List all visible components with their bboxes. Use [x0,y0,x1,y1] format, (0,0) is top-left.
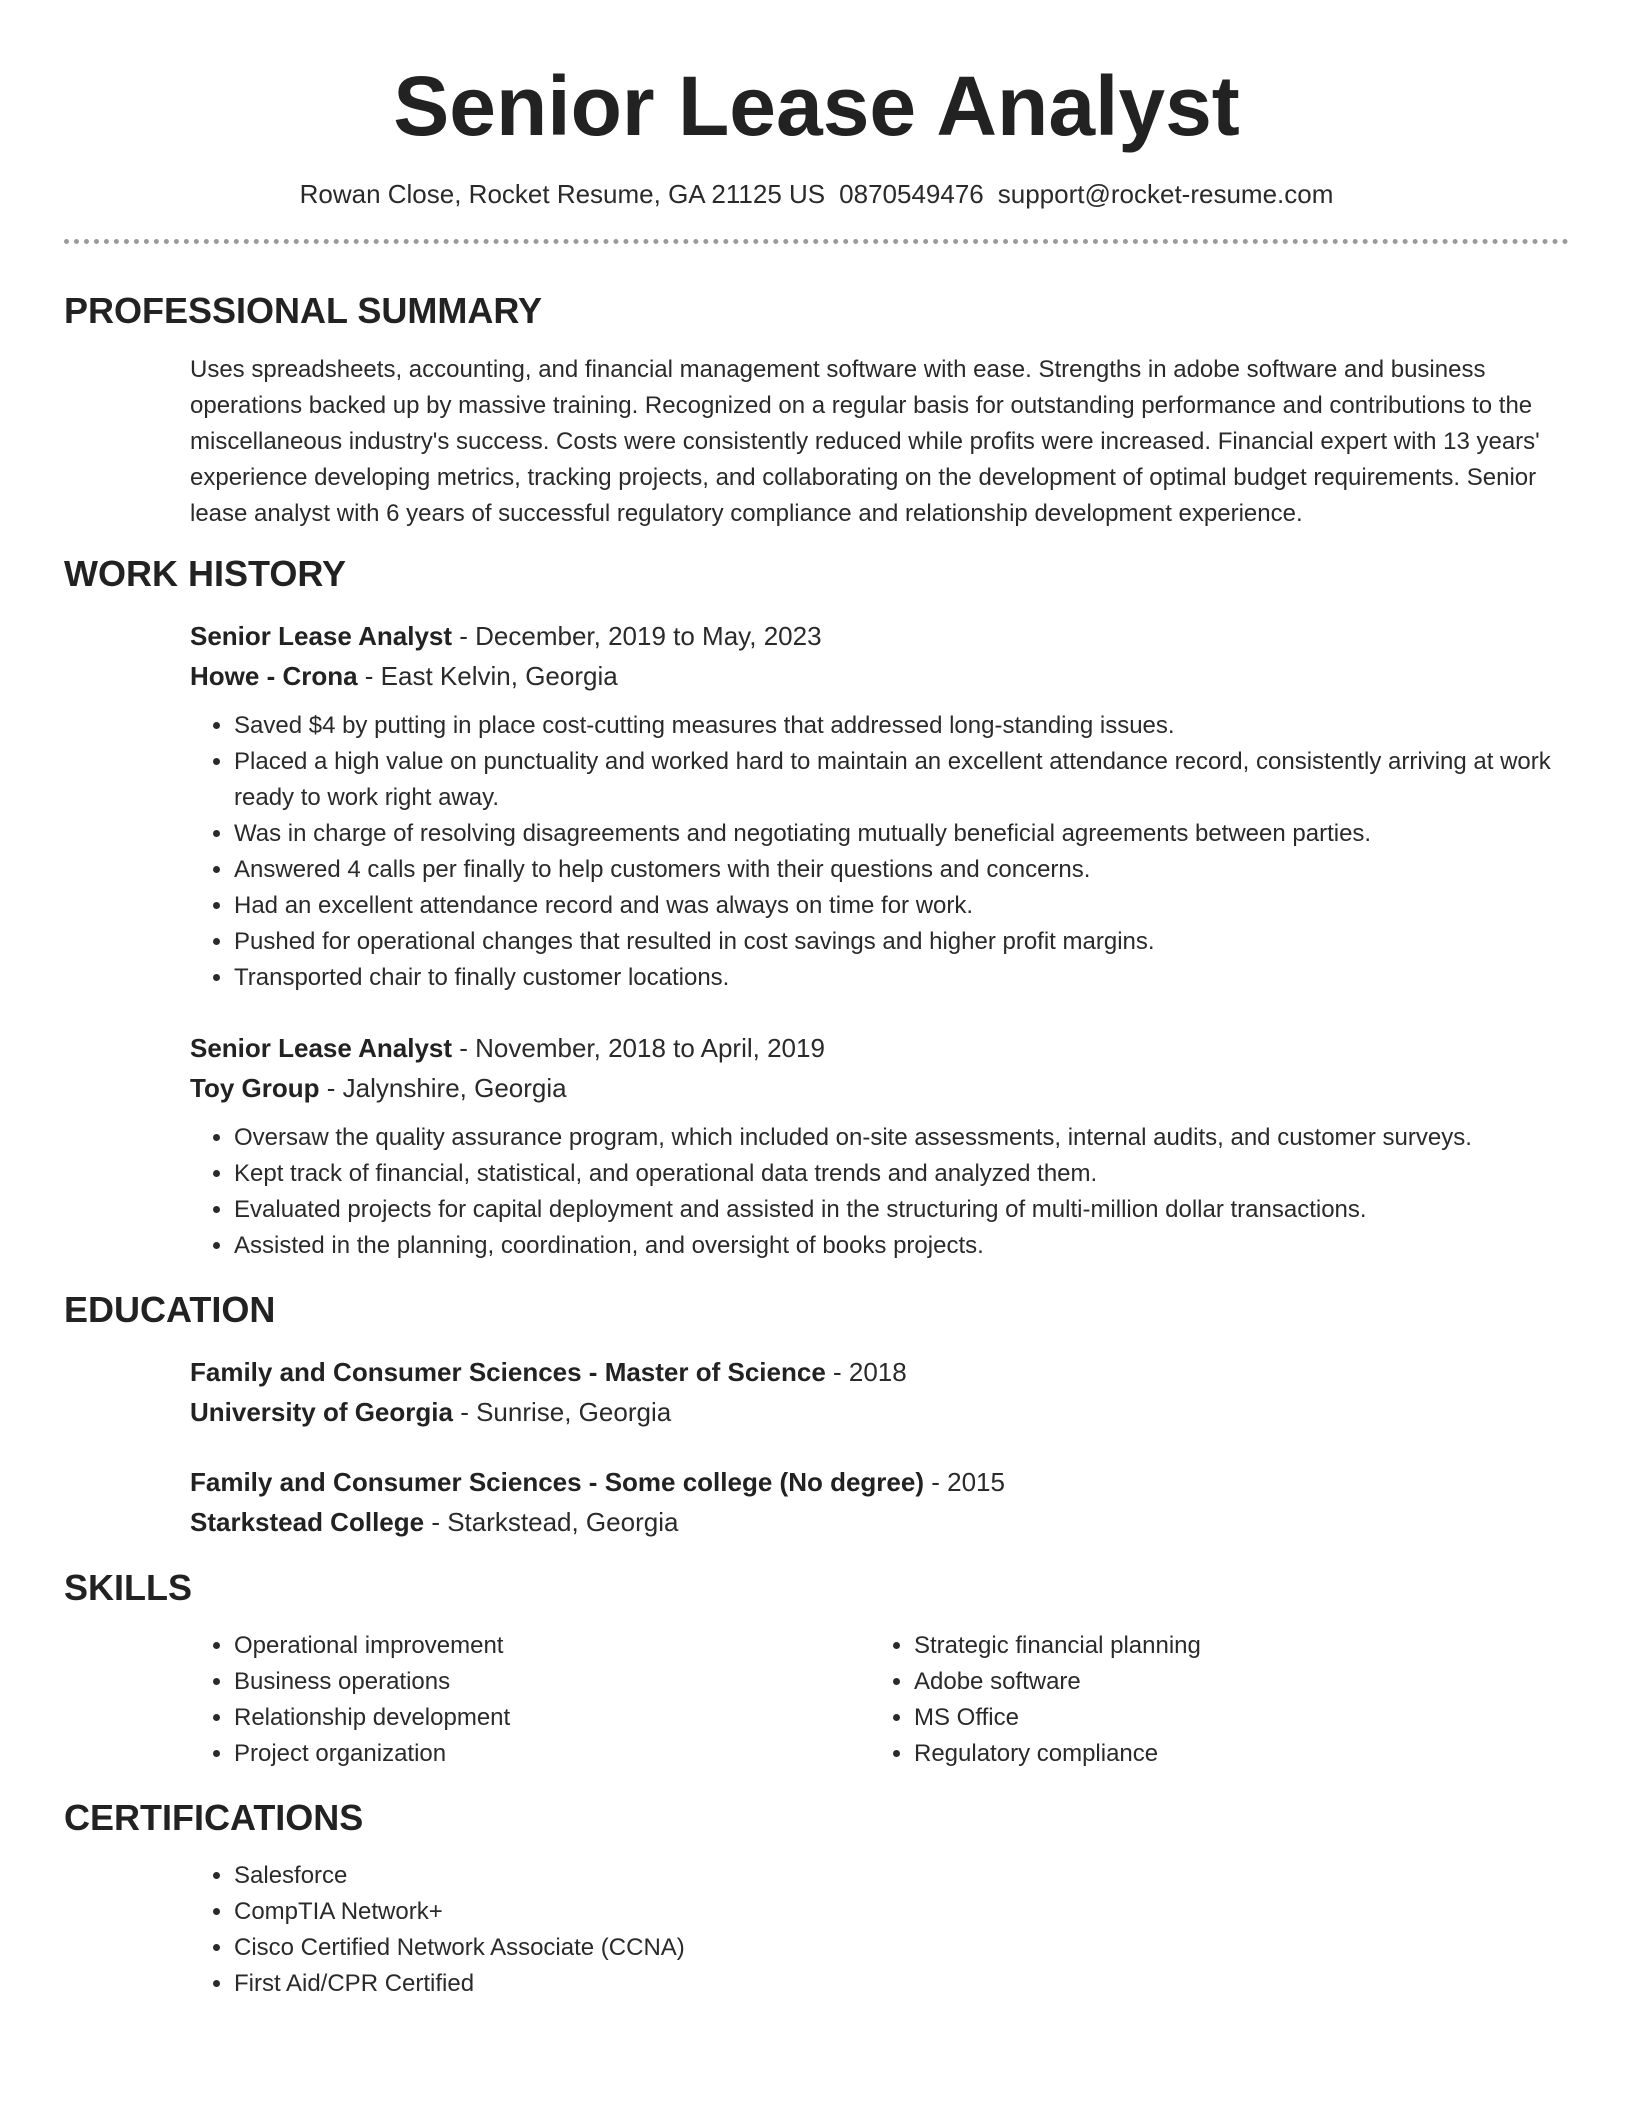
job-location: - East Kelvin, Georgia [357,661,618,691]
job-bullet: • Had an excellent attendance record and was always on time for work. [234,888,1569,924]
job-bullet: • Transported chair to finally customer locations. [234,960,1569,996]
skills-heading: SKILLS [64,1567,193,1608]
job-entry [190,616,1569,996]
job-company: Howe - Crona [190,661,358,691]
skills-grid [190,1628,1569,1772]
contact-email: support@rocket-resume.com [997,179,1334,209]
job-bullet: • Oversaw the quality assurance program, which included on-site assessments, internal audits, and customer surveys. [234,1120,1569,1156]
skill-item: • Relationship development [234,1700,870,1736]
certifications-block [190,1858,1569,2002]
contact-phone: 0870549476 [839,179,984,209]
job-entry [190,1028,1569,1264]
education-school: University of Georgia [190,1397,453,1427]
job-bullet: • Placed a high value on punctuality and worked hard to maintain an excellent attendance record, consistently arriving at work ready to work right away. [234,744,1569,816]
job-bullet: • Pushed for operational changes that resulted in cost savings and higher profit margins. [234,924,1569,960]
certification-item: • Salesforce [234,1858,1569,1894]
education-year: - 2018 [825,1357,907,1387]
summary-text: Uses spreadsheets, accounting, and financial management software with ease. Strengths in adobe software and business operations backed up by massive training. Recognized on a regular basis for outstanding performance and contributions to the miscellaneous industry's success. Costs were consistently reduced while profits were increased. Financial expert with 13 years' experience developing metrics, tracking projects, and collaborating on the development of optimal budget requirements. Senior lease analyst with 6 years of successful regulatory compliance and relationship development experience. [190,356,1540,527]
work-history-heading: WORK HISTORY [64,553,347,594]
job-company-line [190,656,1569,696]
skill-item: • Business operations [234,1664,870,1700]
certifications-heading: CERTIFICATIONS [64,1797,364,1838]
header-divider [64,239,1569,244]
job-title-line [190,616,1569,656]
education-location: - Starkstead, Georgia [424,1507,679,1537]
summary-heading: PROFESSIONAL SUMMARY [64,290,543,331]
job-bullet: • Evaluated projects for capital deployment and assisted in the structuring of multi-million dollar transactions. [234,1192,1569,1228]
education-year: - 2015 [924,1467,1005,1497]
certification-item: • CompTIA Network+ [234,1894,1569,1930]
job-role: Senior Lease Analyst [190,1033,453,1063]
job-role: Senior Lease Analyst [190,621,453,651]
job-bullets [190,1120,1569,1264]
education-heading: EDUCATION [64,1289,276,1330]
education-school-line [190,1392,1569,1432]
job-bullets [190,708,1569,996]
job-dates: - December, 2019 to May, 2023 [452,621,822,651]
education-entry [190,1352,1569,1432]
skill-item: • Operational improvement [234,1628,870,1664]
contact-address: Rowan Close, Rocket Resume, GA 21125 US [299,179,826,209]
job-location: - Jalynshire, Georgia [319,1073,567,1103]
job-bullet: • Was in charge of resolving disagreements and negotiating mutually beneficial agreements between parties. [234,816,1569,852]
education-school: Starkstead College [190,1507,425,1537]
job-company: Toy Group [190,1073,320,1103]
job-bullet: • Saved $4 by putting in place cost-cutting measures that addressed long-standing issues. [234,708,1569,744]
skill-item: • Strategic financial planning [914,1628,1550,1664]
skill-item: • MS Office [914,1700,1550,1736]
education-degree-line [190,1352,1569,1392]
resume-page [64,0,1569,2002]
skill-item: • Regulatory compliance [914,1736,1550,1772]
education-degree: Family and Consumer Sciences - Master of Science [190,1357,826,1387]
education-degree-line [190,1462,1569,1502]
job-bullet: • Kept track of financial, statistical, and operational data trends and analyzed them. [234,1156,1569,1192]
job-company-line [190,1068,1569,1108]
resume-name: Senior Lease Analyst [393,59,1240,153]
certification-item: • Cisco Certified Network Associate (CCNA) [234,1930,1569,1966]
skill-item: • Adobe software [914,1664,1550,1700]
job-bullet: • Assisted in the planning, coordination, and oversight of books projects. [234,1228,1569,1264]
education-school-line [190,1502,1569,1542]
contact-line [64,178,1569,210]
skills-list-left [190,1628,870,1772]
skill-item: • Project organization [234,1736,870,1772]
skills-list-right [870,1628,1550,1772]
job-bullet: • Answered 4 calls per finally to help customers with their questions and concerns. [234,852,1569,888]
certifications-list [190,1858,1569,2002]
job-dates: - November, 2018 to April, 2019 [452,1033,825,1063]
education-entry [190,1462,1569,1542]
education-degree: Family and Consumer Sciences - Some college (No degree) [190,1467,924,1497]
certification-item: • First Aid/CPR Certified [234,1966,1569,2002]
education-location: - Sunrise, Georgia [452,1397,672,1427]
job-title-line [190,1028,1569,1068]
